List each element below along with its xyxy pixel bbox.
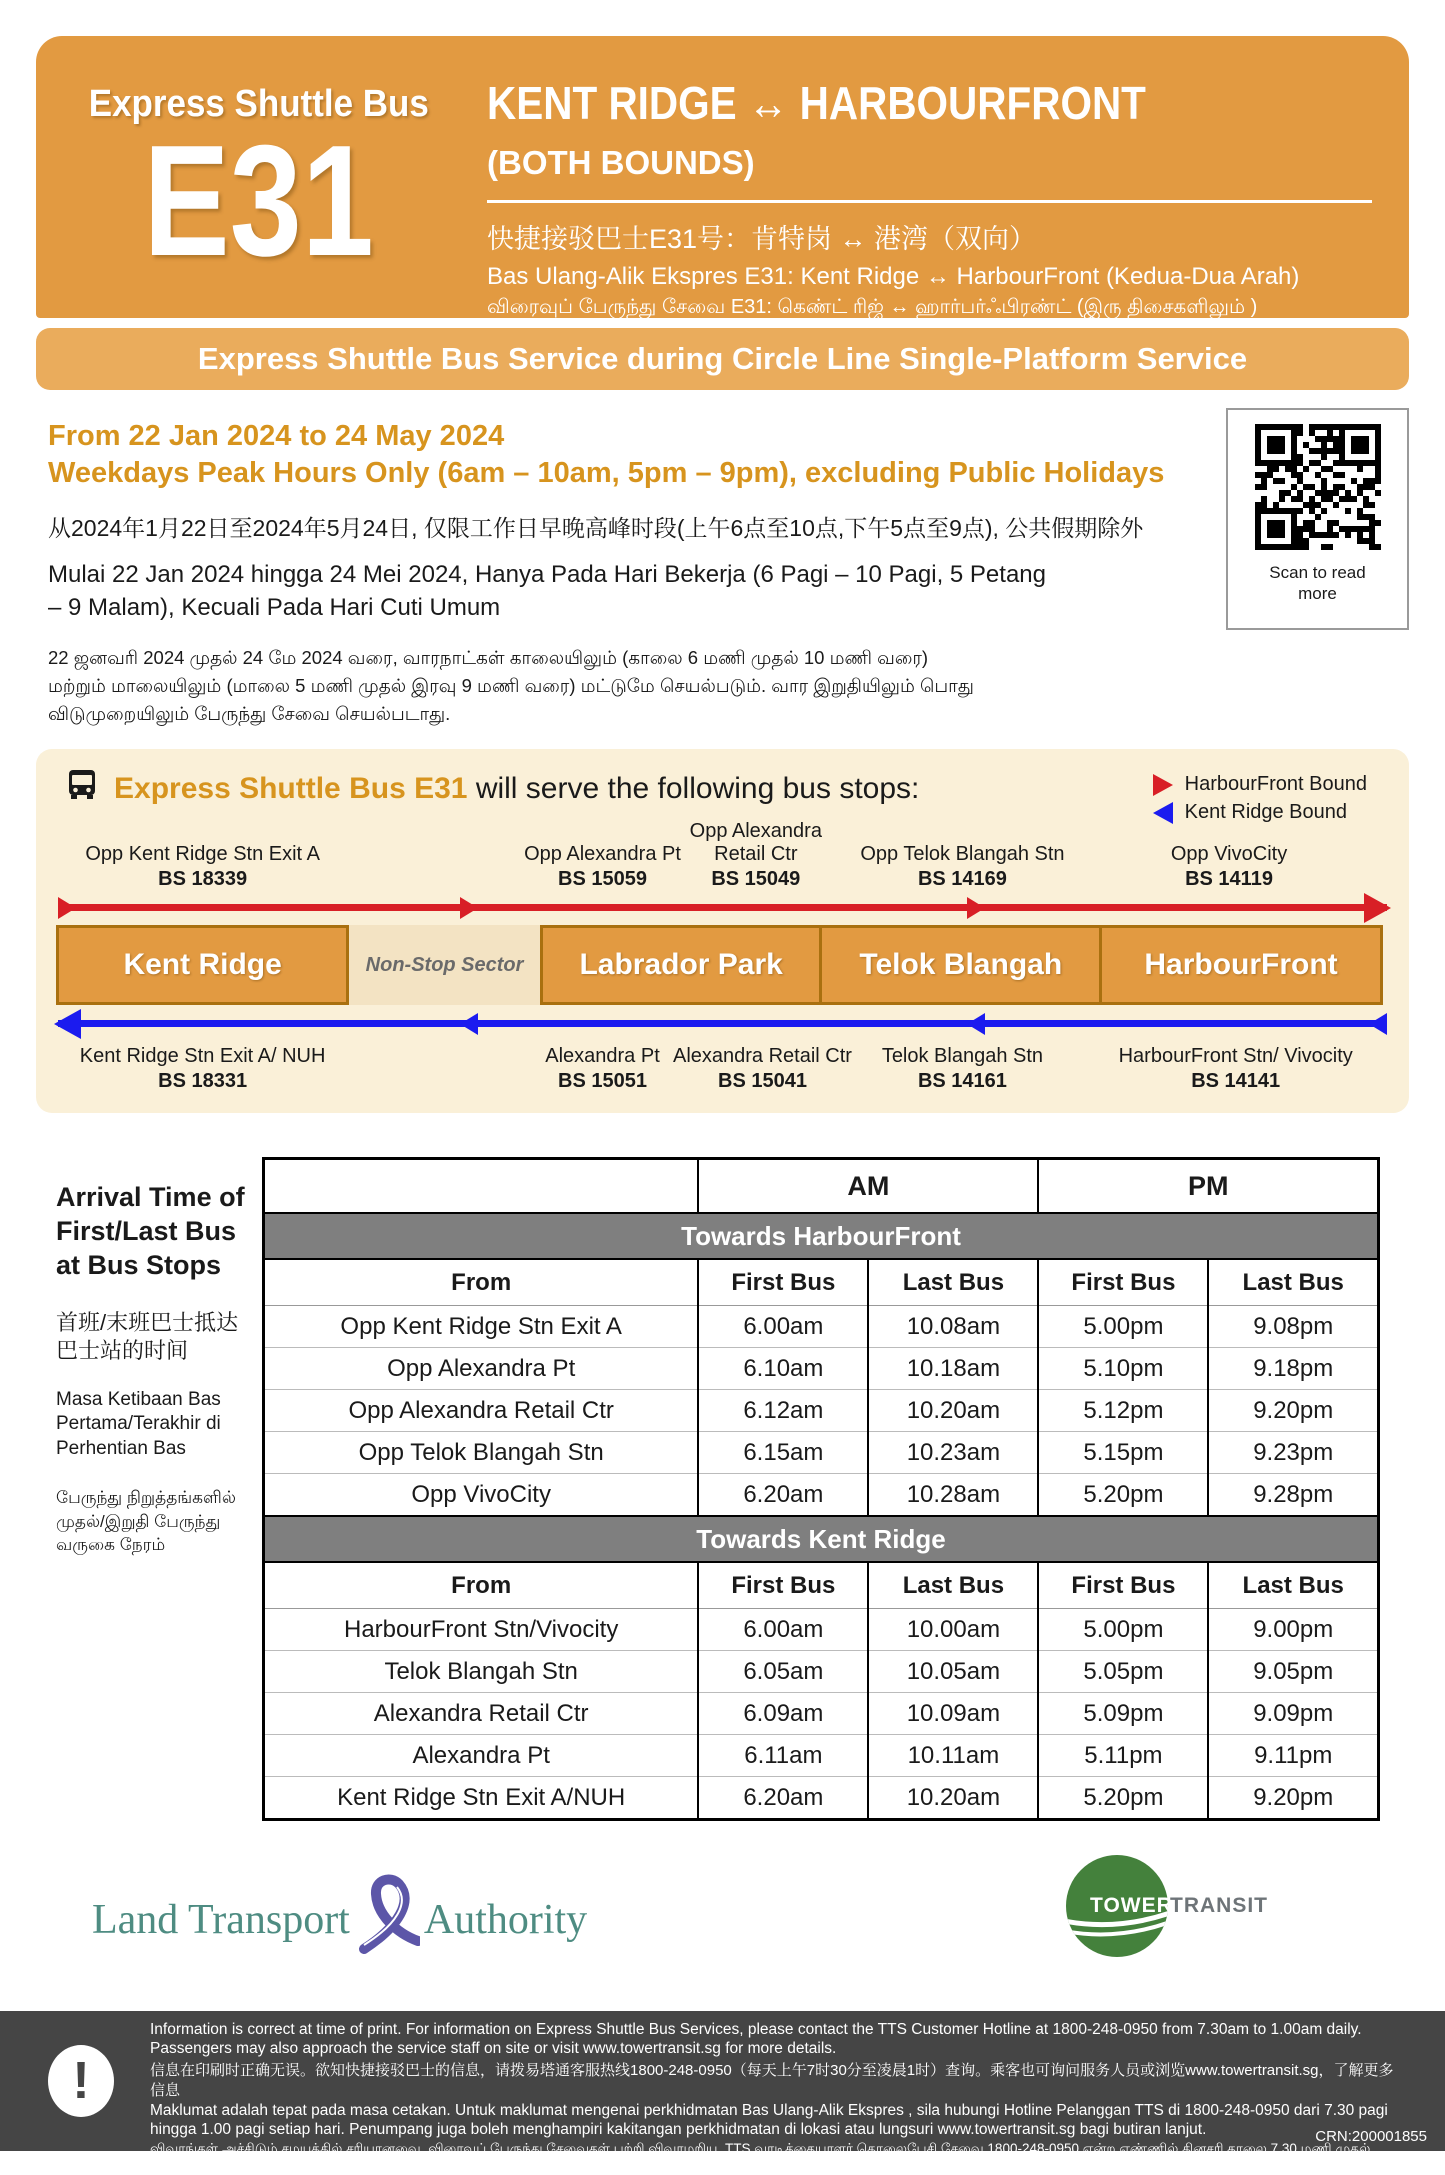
sector-box: Telok Blangah [819,925,1102,1005]
time-cell: 10.08am [868,1306,1038,1348]
time-cell: 10.00am [868,1609,1038,1651]
kent-ridge-bound-stops [56,1039,1389,1103]
validity-tamil: 22 ஜனவரி 2024 முதல் 24 மே 2024 வரை, வாரநாட்கள் காலையிலும் (காலை 6 மணி முதல் 10 மணி வரை) மற்றும் மாலையிலும் (மாலை 5 மணி முதல் இரவு 9 மணி வரை) மட்டுமே செயல்படும். வார இறுதியிலும் பொது விடுமுறையிலும் பேருந்து சேவை செயல்படாது. [48,647,974,724]
route-title-chinese: 快捷接驳巴士E31号：肯特岗 ↔ 港湾（双向） [487,224,1037,254]
timetable-title-malay: Masa Ketibaan Bas Pertama/Terakhir di Perhentian Bas [56,1388,221,1460]
bus-stop-name: Alexandra Retail Ctr [673,1045,852,1068]
lta-logo [88,1873,591,1966]
time-cell: 10.20am [868,1390,1038,1432]
bus-stop-label [836,843,1088,891]
from-cell: Opp Kent Ridge Stn Exit A [264,1306,699,1348]
timetable-row [264,1651,1379,1693]
bus-header-cell: Last Bus [868,1259,1038,1306]
blue-arrowhead [967,1013,985,1035]
timetable-body [264,1213,1379,1820]
time-cell: 5.10pm [1038,1348,1208,1390]
timetable-row [264,1390,1379,1432]
validity-chinese: 从2024年1月22日至2024年5月24日, 仅限工作日早晚高峰时段(上午6点至10点,下午5点至9点), 公共假期除外 [48,515,1144,542]
section-band-title: Towards HarbourFront [264,1213,1379,1259]
section-band-title: Towards Kent Ridge [264,1516,1379,1562]
time-cell: 10.23am [868,1432,1038,1474]
pm-header: PM [1038,1159,1378,1214]
blue-route-line [58,1020,1387,1027]
time-cell: 9.20pm [1208,1390,1378,1432]
time-cell: 6.05am [698,1651,868,1693]
bus-stop-label [836,1045,1088,1093]
time-cell: 5.00pm [1038,1609,1208,1651]
from-cell: Opp Telok Blangah Stn [264,1432,699,1474]
harbourfront-bound-stops [56,813,1389,893]
route-number: E31 [143,113,374,290]
sector-box: Kent Ridge [56,925,349,1005]
red-arrowhead [58,897,76,919]
route-title-malay: Bas Ulang-Alik Ekspres E31: Kent Ridge ↔ HarbourFront (Kedua-Dua Arah) [487,263,1300,290]
crn-number: CRN:200001855 [1315,2128,1427,2146]
harbourfront-bound-icon [1153,774,1173,796]
blue-arrowhead [1369,1013,1387,1035]
time-cell: 6.09am [698,1693,868,1735]
bus-stop-name: Opp Alexandra Pt [524,843,681,866]
exclamation-icon: ! [48,2045,114,2117]
validity-section [36,408,1409,727]
sector-box: Labrador Park [540,925,823,1005]
tower-label: TOWER [1090,1894,1173,1918]
lta-word-2: Authority [423,1896,588,1943]
from-cell: Telok Blangah Stn [264,1651,699,1693]
route-diagram-card [36,749,1409,1113]
time-cell: 6.11am [698,1735,868,1777]
bus-stop-label [77,843,329,891]
validity-text [36,408,1226,727]
route-heading-rest: will serve the following bus stops: [475,772,920,806]
time-cell: 5.00pm [1038,1306,1208,1348]
arrival-time-table [262,1157,1380,1821]
time-cell: 5.11pm [1038,1735,1208,1777]
time-cell: 6.00am [698,1609,868,1651]
blue-arrowhead-end [54,1009,81,1039]
time-cell: 6.20am [698,1474,868,1517]
non-stop-sector: Non-Stop Sector [349,925,540,1005]
qr-caption: Scan to read more [1269,563,1366,604]
route-title-tamil: விரைவுப் பேருந்து சேவை E31: கெண்ட் ரிஜ் ↔ ஹார்பர்ஃபிரண்ட் (இரு திசைகளிலும் ) [487,296,1258,318]
from-cell: HarbourFront Stn/Vivocity [264,1609,699,1651]
bus-stop-name: HarbourFront Stn/ Vivocity [1118,1045,1353,1068]
timetable-row [264,1306,1379,1348]
transit-label: TRANSIT [1170,1894,1268,1918]
time-cell: 5.12pm [1038,1390,1208,1432]
time-cell: 9.28pm [1208,1474,1378,1517]
timetable-row [264,1432,1379,1474]
sector-box: HarbourFront [1099,925,1383,1005]
validity-malay: Mulai 22 Jan 2024 hingga 24 Mei 2024, Hanya Pada Hari Bekerja (6 Pagi – 10 Pagi, 5 Petang – 9 Malam), Kecuali Pada Hari Cuti Umum [48,561,1046,621]
bus-header-cell: First Bus [698,1259,868,1306]
bus-header-cell: Last Bus [1208,1562,1378,1609]
route-title: KENT RIDGE ↔ HARBOURFRONT [487,77,1146,129]
time-cell: 6.15am [698,1432,868,1474]
bus-stop-code: BS 15051 [558,1070,647,1093]
time-cell: 6.10am [698,1348,868,1390]
bus-header-cell: Last Bus [868,1562,1038,1609]
bus-stop-code: BS 14161 [917,1070,1007,1093]
time-cell: 9.20pm [1208,1777,1378,1820]
time-cell: 9.08pm [1208,1306,1378,1348]
lta-ribbon-icon [354,1873,420,1966]
time-cell: 10.20am [868,1777,1038,1820]
red-arrowhead [967,897,985,919]
logos-row [36,1843,1409,1993]
footer-tamil: விவரங்கள் அச்சிடும் சமயத்தில் சரியானவை. விரைவுப் பேருந்து சேவைகள் பற்றி விவரமறிய, TTS வாடிக்கையாளர் தொலைபேசி சேவை 1800-248-0950 என்ற எண்ணில் தினசரி காலை 7.30 மணி முதல் பின்னிரவு 1.00 மணி வரை தொடர்பு கொள்ளலாம். அல்லது www.towertransit.sg என்ற இணையத்தளத்திற்கு செல்லலாம். பயணிகள் இரயில் நிலையங்களில் உள்ள சேவை ஊழியரையும் அணுகலாம். [150,2141,1371,2174]
timetable-title-chinese: 首班/末班巴士抵达巴士站的时间 [56,1309,239,1364]
legend-label: Kent Ridge Bound [1184,801,1348,824]
bus-stop-code: BS 18331 [158,1070,248,1093]
bus-stop-code: BS 15049 [711,868,801,891]
time-cell: 9.11pm [1208,1735,1378,1777]
timetable-row [264,1609,1379,1651]
bus-stop-code: BS 14169 [917,868,1007,891]
red-arrowhead [460,897,478,919]
bus-header-cell: First Bus [1038,1562,1208,1609]
time-cell: 9.00pm [1208,1609,1378,1651]
bus-stop-code: BS 15041 [718,1070,807,1093]
am-header: AM [698,1159,1038,1214]
footer-english: Information is correct at time of print. For information on Express Shuttle Bus Services, please contact the TTS Customer Hotline at 1800-248-0950 from 7.30am to 1.00am daily. Passengers may also approach the service staff on site or visit www.towertransit.sg for more details. [150,2021,1362,2058]
column-header-row [264,1562,1379,1609]
footer-chinese: 信息在印刷时正确无误。欲知快捷接驳巴士的信息，请拨易塔通客服热线1800-248-0950（每天上午7时30分至凌晨1时）查询。乘客也可询问服务人员或浏览www.towertransit.sg，了解更多信息 [150,2062,1394,2099]
timetable-title-tamil: பேருந்து நிறுத்தங்களில் முதல்/இறுதி பேருந்து வருகை நேரம் [56,1487,236,1555]
bus-header-cell: First Bus [1038,1259,1208,1306]
info-footer [0,2011,1445,2174]
bus-stop-name: Kent Ridge Stn Exit A/ NUH [79,1045,326,1068]
from-cell: Alexandra Pt [264,1735,699,1777]
service-badge [36,36,481,318]
route-subtitle: (BOTH BOUNDS) [487,144,755,181]
time-cell: 10.05am [868,1651,1038,1693]
kent-ridge-bound-arrow [56,1009,1389,1039]
bus-stop-code: BS 18339 [158,868,248,891]
route-diagram [56,813,1389,1103]
poster-header [36,36,1409,318]
bus-stop-label [77,1045,329,1093]
service-banner: Express Shuttle Bus Service during Circle Line Single-Platform Service [36,328,1409,390]
time-cell: 5.20pm [1038,1474,1208,1517]
harbourfront-bound-arrow [56,893,1389,923]
header-divider [487,200,1372,203]
time-cell: 10.18am [868,1348,1038,1390]
bus-stop-code: BS 14119 [1185,868,1273,891]
from-cell: Kent Ridge Stn Exit A/NUH [264,1777,699,1820]
section-band-row [264,1516,1379,1562]
legend-label: HarbourFront Bound [1184,773,1367,796]
blank-cell [264,1159,699,1214]
time-cell: 5.09pm [1038,1693,1208,1735]
time-cell: 10.28am [868,1474,1038,1517]
bus-stop-label [680,820,832,891]
from-cell: Opp Alexandra Pt [264,1348,699,1390]
time-cell: 9.09pm [1208,1693,1378,1735]
time-cell: 6.20am [698,1777,868,1820]
validity-hours: Weekdays Peak Hours Only (6am – 10am, 5pm – 9pm), excluding Public Holidays [48,457,1165,490]
red-route-line [58,904,1387,911]
bus-icon [64,767,100,811]
timetable-row [264,1735,1379,1777]
route-sectors [56,925,1389,1005]
qr-panel [1226,408,1409,630]
timetable-row [264,1777,1379,1820]
bus-stop-name: Opp VivoCity [1170,843,1288,866]
timetable-row [264,1474,1379,1517]
column-header-row [264,1259,1379,1306]
timetable-title: Arrival Time of First/Last Bus at Bus Stops [56,1182,245,1280]
lta-word-1: Land Transport [92,1896,350,1943]
time-cell: 6.12am [698,1390,868,1432]
brand-label: Express Shuttle Bus [88,83,429,126]
qr-code [1255,424,1381,550]
time-cell: 5.20pm [1038,1777,1208,1820]
legend-row [1153,773,1367,796]
time-cell: 9.05pm [1208,1651,1378,1693]
from-cell: Opp Alexandra Retail Ctr [264,1390,699,1432]
validity-dates: From 22 Jan 2024 to 24 May 2024 [48,420,505,452]
bus-stop-code: BS 15059 [558,868,647,891]
from-header-cell: From [264,1562,699,1609]
blue-arrowhead [460,1013,478,1035]
timetable-row [264,1348,1379,1390]
footer-malay: Maklumat adalah tepat pada masa cetakan. Untuk maklumat mengenai perkhidmatan Bas Ulang-Alik Ekspres , sila hubungi Hotline Pelanggan TTS di 1800-248-0950 dari 7.30 pagi hingga 1.00 pagi setiap hari. Penumpang juga boleh menghampiri kakitangan perkhidmatan di lokasi atau lungsuri www.towertransit.sg bagi butiran lanjut. [150,2102,1388,2138]
bus-header-cell: Last Bus [1208,1259,1378,1306]
bus-stop-name: Telok Blangah Stn [881,1045,1044,1068]
time-cell: 5.05pm [1038,1651,1208,1693]
timetable-row [264,1693,1379,1735]
header-titles [481,36,1409,318]
red-arrowhead-end [1364,893,1391,923]
bus-stop-name: Alexandra Pt [545,1045,660,1068]
time-cell: 6.00am [698,1306,868,1348]
time-cell: 10.11am [868,1735,1038,1777]
tower-transit-logo [1058,1843,1358,1993]
timetable-headings [36,1157,262,1821]
bus-stop-label [1103,843,1355,891]
section-band-row [264,1213,1379,1259]
time-cell: 9.18pm [1208,1348,1378,1390]
bus-stop-code: BS 14141 [1191,1070,1281,1093]
bus-header-cell: First Bus [698,1562,868,1609]
bus-stop-name: Opp Kent Ridge Stn Exit A [85,843,320,866]
from-header-cell: From [264,1259,699,1306]
ampm-header-row [264,1159,1379,1214]
route-heading-highlight: Express Shuttle Bus E31 [114,772,468,806]
timetable-section [36,1157,1409,1821]
bus-stop-name: Opp Telok Blangah Stn [860,843,1065,866]
time-cell: 10.09am [868,1693,1038,1735]
bus-stop-label [1110,1045,1362,1093]
from-cell: Opp VivoCity [264,1474,699,1517]
time-cell: 5.15pm [1038,1432,1208,1474]
bus-stop-name: Opp Alexandra Retail Ctr [689,820,822,866]
time-cell: 9.23pm [1208,1432,1378,1474]
from-cell: Alexandra Retail Ctr [264,1693,699,1735]
